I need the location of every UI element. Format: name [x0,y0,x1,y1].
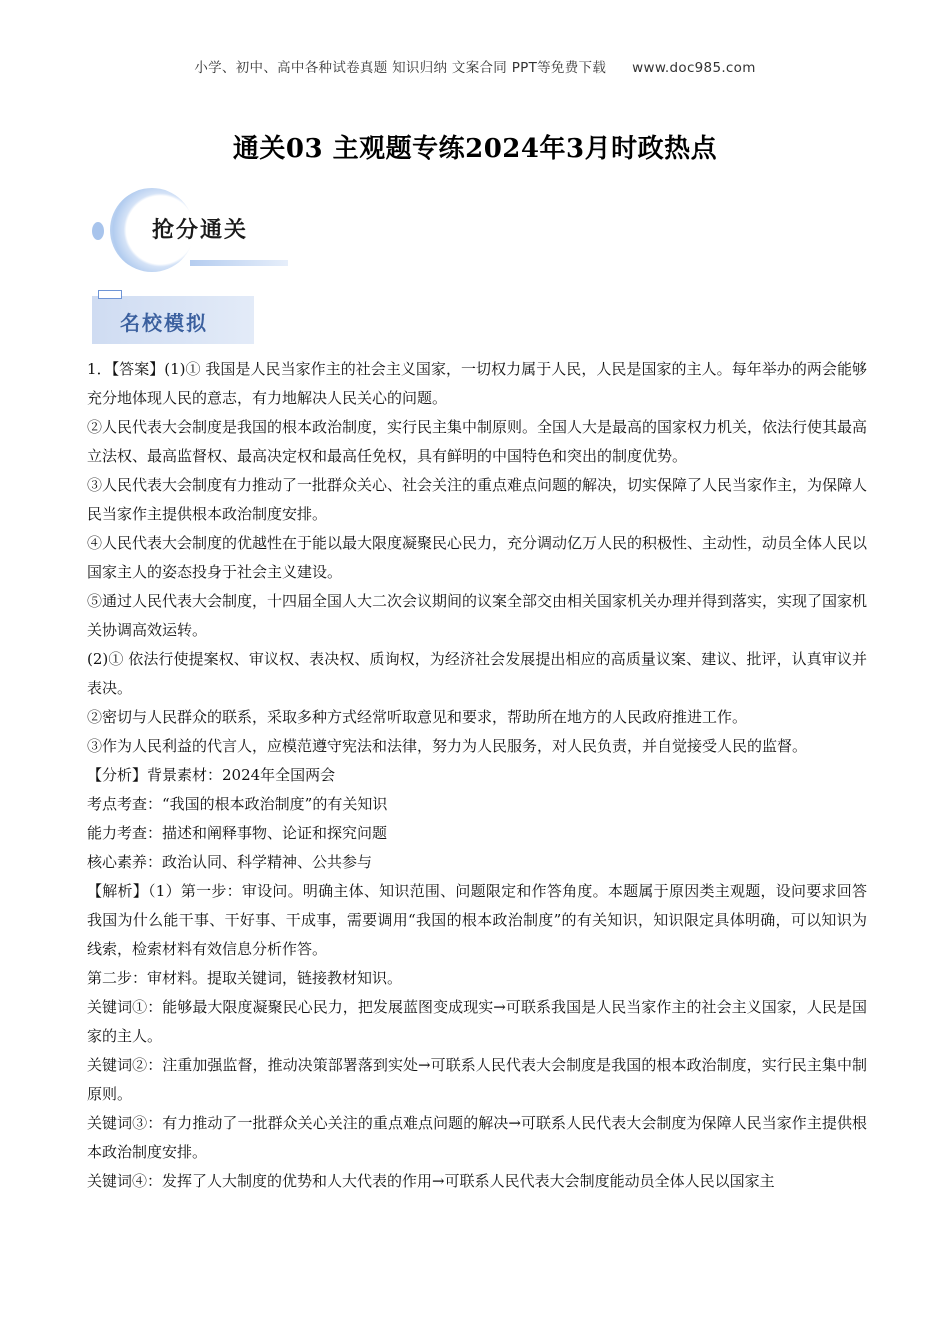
paragraph: 核心素养：政治认同、科学精神、公共参与 [87,853,373,871]
badge-underline [190,260,288,266]
paragraph: 【分析】背景素材：2024年全国两会 [87,766,336,784]
badge-dot-icon [92,222,104,240]
paragraph: 第二步：审材料。提取关键词，链接教材知识。 [87,969,403,987]
section-badge-secondary [92,290,256,345]
paragraph: ④人民代表大会制度的优越性在于能以最大限度凝聚民心民力，充分调动亿万人民的积极性、主动性，动员全体人民以国家主人的姿态投身于社会主义建设。 [87,534,868,581]
paragraph: ②密切与人民群众的联系，采取多种方式经常听取意见和要求，帮助所在地方的人民政府推进工作。 [87,708,748,726]
paragraph: 关键词④：发挥了人大制度的优势和人大代表的作用→可联系人民代表大会制度能动员全体人民以国家主 [87,1172,775,1190]
page-header [0,56,950,76]
header-site-link[interactable]: www.doc985.com [632,60,756,76]
badge-tab-icon [98,290,122,299]
document-title: 通关03 主观题专练2024年3月时政热点 [232,134,718,164]
header-text: 小学、初中、高中各种试卷真题 知识归纳 文案合同 PPT等免费下载 [194,60,607,76]
paragraph: 关键词③：有力推动了一批群众关心关注的重点难点问题的解决→可联系人民代表大会制度为保障人民当家作主提供根本政治制度安排。 [87,1114,867,1161]
paragraph: (2)① 依法行使提案权、审议权、表决权、质询权，为经济社会发展提出相应的高质量议案、建议、批评，认真审议并表决。 [87,650,867,697]
paragraph: 考点考查：“我国的根本政治制度”的有关知识 [87,795,388,813]
answer-content [87,355,867,1196]
paragraph: 关键词②：注重加强监督，推动决策部署落到实处→可联系人民代表大会制度是我国的根本政治制度，实行民主集中制原则。 [87,1056,867,1103]
paragraph: ②人民代表大会制度是我国的根本政治制度，实行民主集中制原则。全国人大是最高的国家权力机关，依法行使其最高立法权、最高监督权、最高决定权和最高任免权，具有鲜明的中国特色和突出的制度优势。 [87,418,868,465]
paragraph: 关键词①：能够最大限度凝聚民心民力，把发展蓝图变成现实→可联系我国是人民当家作主的社会主义国家，人民是国家的主人。 [87,998,867,1045]
paragraph: ⑤通过人民代表大会制度，十四届全国人大二次会议期间的议案全部交由相关国家机关办理并得到落实，实现了国家机关协调高效运转。 [87,592,868,639]
paragraph: 1．【答案】(1)① 我国是人民当家作主的社会主义国家，一切权力属于人民，人民是国家的主人。每年举办的两会能够充分地体现人民的意志，有力地解决人民关心的问题。 [87,360,867,407]
section-badge-primary [88,186,298,272]
paragraph: ③作为人民利益的代言人，应模范遵守宪法和法律，努力为人民服务，对人民负责，并自觉接受人民的监督。 [87,737,808,755]
paragraph: ③人民代表大会制度有力推动了一批群众关心、社会关注的重点难点问题的解决，切实保障了人民当家作主，为保障人民当家作主提供根本政治制度安排。 [87,476,868,523]
paragraph: 能力考查：描述和阐释事物、论证和探究问题 [87,824,388,842]
badge-primary-label: 抢分通关 [152,218,249,243]
badge-secondary-label: 名校模拟 [120,311,208,335]
paragraph: 【解析】（1）第一步：审设问。明确主体、知识范围、问题限定和作答角度。本题属于原因类主观题，设问要求回答我国为什么能干事、干好事、干成事，需要调用“我国的根本政治制度”的有关知识，知识限定具体明确，可以知识为线索，检索材料有效信息分析作答。 [87,882,867,958]
